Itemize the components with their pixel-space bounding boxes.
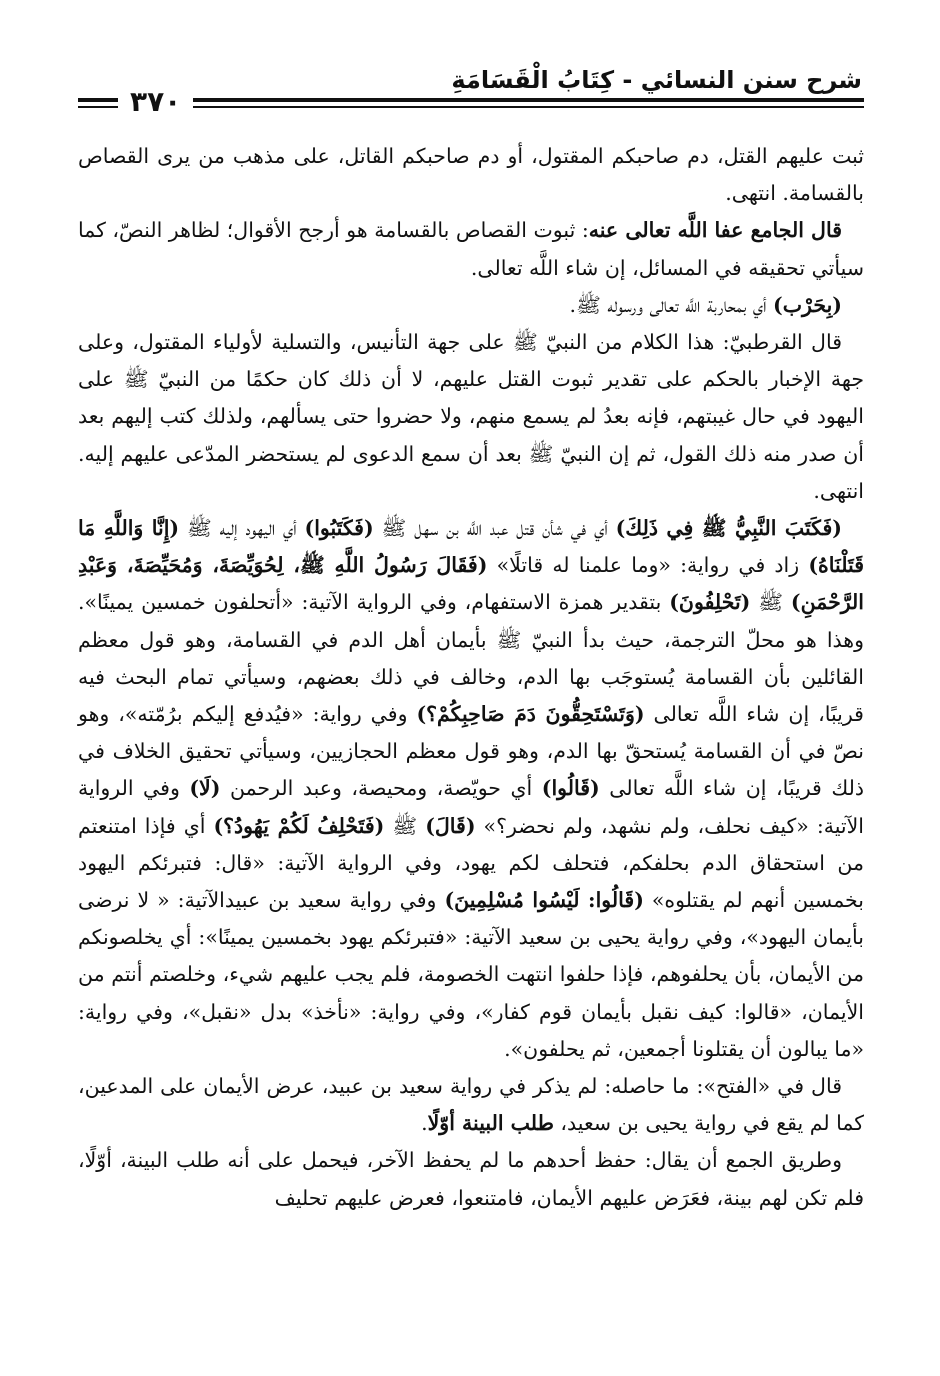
bold-segment: (فَكَتَبُوا) <box>304 516 374 541</box>
bold-segment: (قَالَ) <box>425 813 476 838</box>
bold-segment: (وَتَسْتَحِقُّونَ دَمَ صَاحِبِكُمْ؟) <box>416 702 645 727</box>
body-text <box>78 138 864 1217</box>
text-segment: ﷺ <box>384 813 426 838</box>
text-segment: زاد في رواية: «وما علمنا له قاتلًا» <box>487 553 809 578</box>
text-segment: وفي الرواية الآتية: «كيف نحلف، ولم نشهد، ولم نحضر؟» <box>78 776 865 838</box>
text-segment: أي في شأن قتل عبد اللَّه بن سهل ﷺ <box>373 516 616 541</box>
text-segment: ثبت عليهم القتل، دم صاحبكم المقتول، أو دم صاحبكم القاتل، على مذهب من يرى القصاص بالقسامة. انتهى. <box>78 144 864 206</box>
text-segment: قال في «الفتح»: ما حاصله: لم يذكر في رواية سعيد بن عبيد، عرض الأيمان على المدعين، كما لم يقع في رواية يحيى بن سعيد، <box>78 1074 864 1136</box>
paragraph <box>78 1068 864 1142</box>
text-segment: : ثبوت القصاص بالقسامة هو أرجح الأقوال؛ لظاهر النصّ، كما سيأتي تحقيقه في المسائل، إن شاء اللَّه تعالى. <box>78 218 864 280</box>
text-segment: ﷺ <box>750 590 791 615</box>
bold-segment: (فَتَحْلِفُ لَكُمْ يَهُودُ؟) <box>213 813 385 838</box>
header-rule-thick <box>78 98 864 102</box>
page-header <box>78 56 864 116</box>
text-segment: . <box>421 1111 428 1136</box>
text-segment: أي اليهود إليه ﷺ <box>179 516 305 541</box>
bold-segment: قال الجامع عفا اللَّه تعالى عنه <box>588 218 842 243</box>
text-segment: قال القرطبيّ: هذا الكلام من النبيّ ﷺ على جهة التأنيس، والتسلية لأولياء المقتول، وعلى جهة الإخبار بالحكم على تقدير ثبوت القتل عليهم، لا أن ذلك كان حكمًا من النبيّ ﷺ على اليهود في حال غيبتهم، فإنه بعدُ لم يسمع منهم، ولا حضروا حتى يسألهم، ولذلك كتب إليهم بعد أن صدر منه ذلك القول، ثم إن النبيّ ﷺ بعد أن سمع الدعوى لم يستحضر المدّعى عليهم إليه. انتهى. <box>78 330 864 503</box>
page-number: ٣٧٠ <box>118 86 193 118</box>
header-rule-thin <box>78 106 864 108</box>
text-segment: بتقدير همزة الاستفهام، وفي الرواية الآتية: «أتحلفون خمسين يمينًا». وهذا هو محلّ الترجمة، حيث بدأ النبيّ ﷺ بأيمان أهل الدم في القسامة، وهو قول معظم القائلين بأن القسامة يُستوجَب بها الدم، وخالف في ذلك بعضهم، وسيأتي تمام البحث فيه قريبًا، إن شاء اللَّه تعالى <box>78 590 864 727</box>
text-segment: أي حويّصة، ومحيصة، وعبد الرحمن <box>220 776 542 801</box>
bold-segment: (إِنَّا وَاللَّهِ مَا قَتَلْنَاهُ) <box>78 516 864 578</box>
paragraph <box>78 1142 864 1216</box>
running-title: شرح سنن النسائي - كِتَابُ الْقَسَامَةِ <box>451 66 862 94</box>
bold-segment: طلب البينة أوّلًا <box>427 1111 554 1136</box>
bold-segment: (فَقَالَ رَسُولُ اللَّهِ ﷺ، لِحُوَيِّصَةَ، وَمُحَيِّصَةَ، وَعَبْدِ الرَّحْمَنِ) <box>78 553 864 615</box>
text-segment: وطريق الجمع أن يقال: حفظ أحدهم ما لم يحفظ الآخر، فيحمل على أنه طلب البينة، أوّلًا، فلم تكن لهم بينة، فعَرَض عليهم الأيمان، فامتنعوا، فعرض عليهم تحليف <box>78 1148 864 1210</box>
bold-segment: (بِحَرْب) <box>773 292 842 317</box>
paragraph <box>78 212 864 286</box>
text-segment: أي فإذا امتنعتم من استحقاق الدم بحلفكم، فتحلف لكم يهود، وفي الرواية الآتية: «قال: فتبرئكم اليهود بخمسين أنهم لم يقتلوه» <box>78 813 864 913</box>
paragraph <box>78 138 864 212</box>
text-segment: أي بمحاربة اللَّه تعالى ورسوله ﷺ. <box>569 292 774 317</box>
bold-segment: (قَالُوا: لَيْسُوا مُسْلِمِينَ) <box>444 888 644 913</box>
paragraph <box>78 510 864 1068</box>
paragraph <box>78 287 864 324</box>
text-segment: وفي رواية: «فيُدفع إليكم برُمّته»، وهو نصّ في أن القسامة يُستحقّ بها الدم، وهو قول معظم الحجازيين، وسيأتي تحقيق الخلاف في ذلك قريبًا، إن شاء اللَّه تعالى <box>78 702 865 801</box>
text-segment: وفي رواية سعيد بن عبيدالآتية: « لا نرضى بأيمان اليهود»، وفي رواية يحيى بن سعيد الآتية: «فتبرئكم يهود بخمسين يمينًا»: أي يخلصونكم من الأيمان، بأن يحلفوهم، فإذا حلفوا انتهت الخصومة، فلم يجب عليهم شيء، وخلصتم أنتم من الأيمان، «قالوا: كيف نقبل بأيمان قوم كفار»، وفي رواية: «نأخذ» بدل «نقبل»، وفي رواية: «ما يبالون أن يقتلونا أجمعين، ثم يحلفون». <box>78 888 864 1061</box>
bold-segment: (فَكَتَبَ النَّبِيُّ ﷺ فِي ذَلِكَ) <box>615 516 843 541</box>
bold-segment: (تَحْلِفُونَ) <box>669 590 751 615</box>
bold-segment: (قَالُوا) <box>541 776 600 801</box>
bold-segment: (لَا) <box>189 776 221 801</box>
paragraph <box>78 324 864 510</box>
